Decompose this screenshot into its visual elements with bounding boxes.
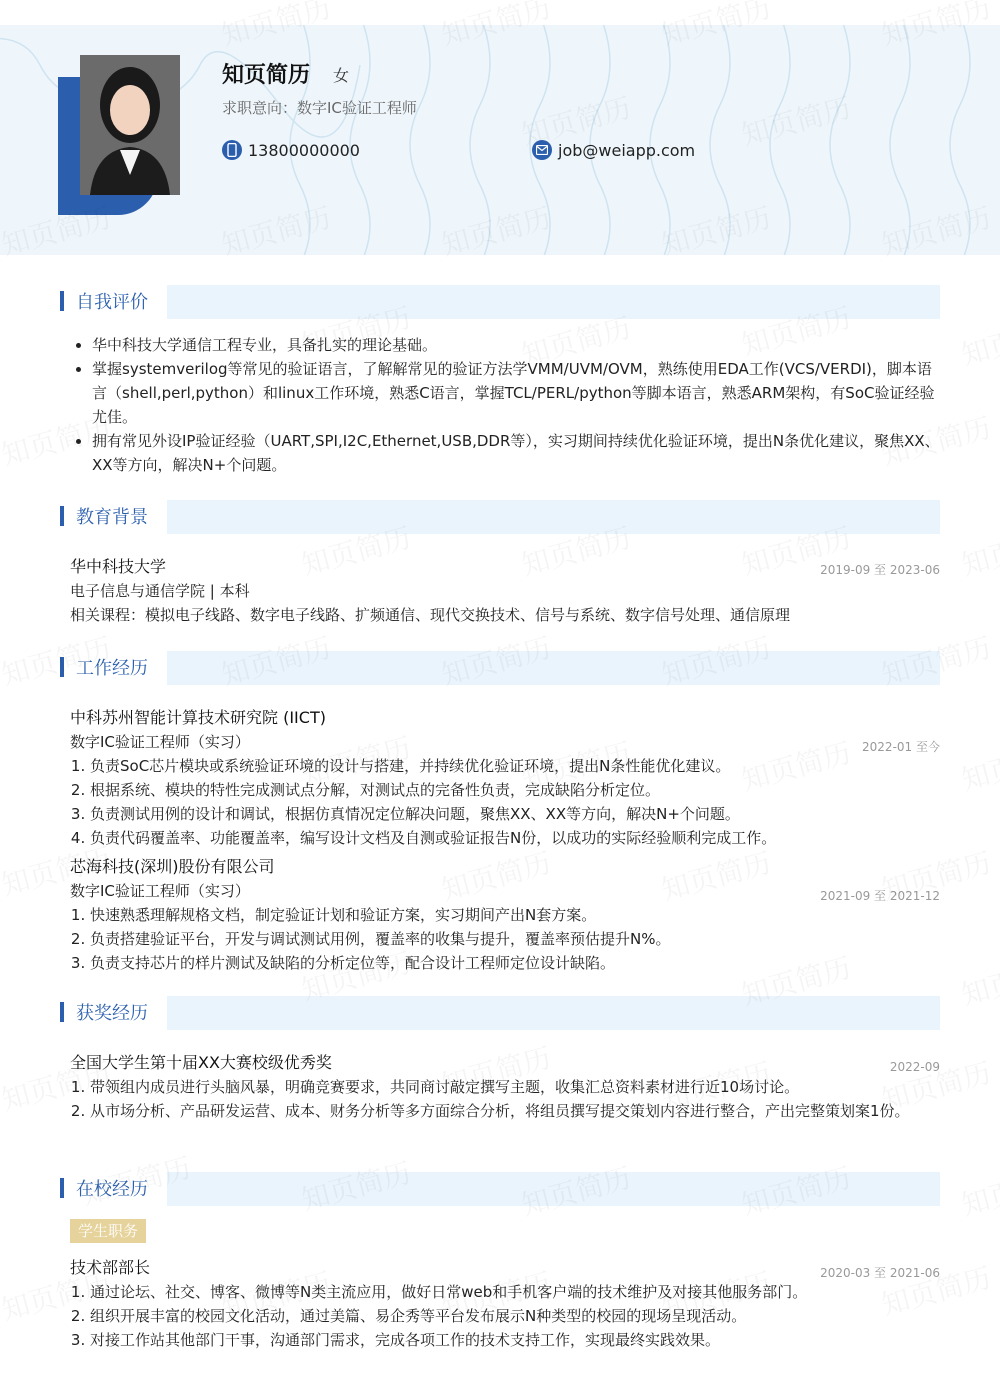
self-eval-list	[70, 333, 940, 477]
section-title: 在校经历	[76, 1179, 148, 1200]
email-contact	[532, 140, 695, 160]
candidate-name: 知页简历	[222, 63, 311, 88]
award-date: 2022-09	[889, 1060, 940, 1074]
list-item: • 华中科技大学通信工程专业，具备扎实的理论基础。	[92, 333, 940, 357]
work-entry	[70, 854, 940, 975]
company-name: 中科苏州智能计算技术研究院 (IICT)	[70, 708, 326, 727]
list-item: • 拥有常见外设IP验证经验（UART,SPI,I2C,Ethernet,USB,DDR等），实习期间持续优化验证环境，提出N条优化建议，聚焦XX、XX等方向，解决N+个问题。	[92, 429, 940, 477]
section-band	[167, 651, 940, 685]
list-item: • 掌握systemverilog等常见的验证语言，了解解常见的验证方法学VMM/UVM/OVM，熟练使用EDA工作(VCS/VERDI)，脚本语言（shell,perl,python）和linux工作环境，熟悉C语言，掌握TCL/PERL/python等脚本语言，熟悉ARM架构，有SoC验证经验尤佳。	[92, 357, 940, 429]
list-item: 3. 对接工作站其他部门干事，沟通部门需求，完成各项工作的技术支持工作，实现最终实践效果。	[90, 1328, 940, 1352]
award-entry	[70, 1050, 940, 1123]
section-marker	[60, 657, 64, 677]
section-title: 教育背景	[76, 507, 148, 528]
campus-date: 2020-03 至 2021-06	[820, 1266, 940, 1280]
section-marker	[60, 1002, 64, 1022]
courses: 相关课程：模拟电子线路、数字电子线路、扩频通信、现代交换技术、信号与系统、数字信号处理、通信原理	[70, 606, 791, 624]
candidate-gender: 女	[333, 66, 350, 85]
section-marker	[60, 506, 64, 526]
section-title: 工作经历	[76, 658, 148, 679]
department: 电子信息与通信学院 | 本科	[70, 582, 250, 600]
section-self-eval-header	[60, 285, 940, 319]
list-item: 4. 负责代码覆盖率、功能覆盖率，编写设计文档及自测或验证报告N份，以成功的实际经验顺利完成工作。	[90, 826, 940, 850]
section-title: 获奖经历	[76, 1003, 148, 1024]
job-role: 数字IC验证工程师（实习）	[70, 882, 250, 900]
watermark	[957, 1156, 1000, 1224]
list-item: 1. 通过论坛、社交、博客、微博等N类主流应用，做好日常web和手机客户端的技术维护及对接其他服务部门。	[90, 1280, 940, 1304]
profile-photo	[80, 55, 180, 195]
section-marker	[60, 1178, 64, 1198]
phone-contact	[222, 140, 360, 160]
work-entry	[70, 705, 940, 850]
job-intent: 求职意向：数字IC验证工程师	[222, 99, 417, 117]
campus-role: 技术部部长	[70, 1258, 151, 1277]
list-item: 1. 带领组内成员进行头脑风暴，明确竞赛要求，共同商讨敲定撰写主题，收集汇总资料素材进行近10场讨论。	[90, 1075, 940, 1099]
watermark	[957, 731, 1000, 799]
list-item: 1. 快速熟悉理解规格文档，制定验证计划和验证方案，实习期间产出N套方案。	[90, 903, 940, 927]
watermark	[957, 516, 1000, 584]
watermark	[957, 946, 1000, 1014]
section-band	[167, 285, 940, 319]
list-item: 1. 负责SoC芯片模块或系统验证环境的设计与搭建，并持续优化验证环境，提出N条性能优化建议。	[90, 754, 940, 778]
section-campus-header	[60, 1172, 940, 1206]
watermark	[957, 306, 1000, 374]
role-tag: 学生职务	[70, 1219, 146, 1243]
section-marker	[60, 291, 64, 311]
job-date: 2022-01 至今	[862, 740, 940, 754]
list-item: 2. 根据系统、模块的特性完成测试点分解，对测试点的完备性负责，完成缺陷分析定位。	[90, 778, 940, 802]
section-work-header	[60, 651, 940, 685]
email-address: job@weiapp.com	[558, 140, 696, 160]
phone-number: 13800000000	[248, 140, 360, 160]
job-date: 2021-09 至 2021-12	[820, 889, 940, 903]
list-item: 3. 负责测试用例的设计和调试，根据仿真情况定位解决问题，聚焦XX、XX等方向，解决N+个问题。	[90, 802, 940, 826]
list-item: 2. 负责搭建验证平台，开发与调试测试用例，覆盖率的收集与提升，覆盖率预估提升N%。	[90, 927, 940, 951]
section-title: 自我评价	[76, 292, 148, 313]
company-name: 芯海科技(深圳)股份有限公司	[70, 857, 275, 876]
email-icon	[532, 140, 552, 160]
award-name: 全国大学生第十届XX大赛校级优秀奖	[70, 1053, 332, 1072]
campus-entry	[70, 1219, 940, 1352]
school-name: 华中科技大学	[70, 557, 167, 576]
section-band	[167, 1172, 940, 1206]
education-date: 2019-09 至 2023-06	[820, 563, 940, 577]
phone-icon	[222, 140, 242, 160]
list-item: 2. 从市场分析、产品研发运营、成本、财务分析等多方面综合分析，将组员撰写提交策划内容进行整合，产出完整策划案1份。	[90, 1099, 940, 1123]
job-role: 数字IC验证工程师（实习）	[70, 733, 250, 751]
list-item: 3. 负责支持芯片的样片测试及缺陷的分析定位等，配合设计工程师定位设计缺陷。	[90, 951, 940, 975]
education-entry	[70, 554, 940, 627]
section-band	[167, 996, 940, 1030]
section-awards-header	[60, 996, 940, 1030]
section-band	[167, 500, 940, 534]
section-education-header	[60, 500, 940, 534]
list-item: 2. 组织开展丰富的校园文化活动，通过美篇、易企秀等平台发布展示N种类型的校园的现场呈现活动。	[90, 1304, 940, 1328]
